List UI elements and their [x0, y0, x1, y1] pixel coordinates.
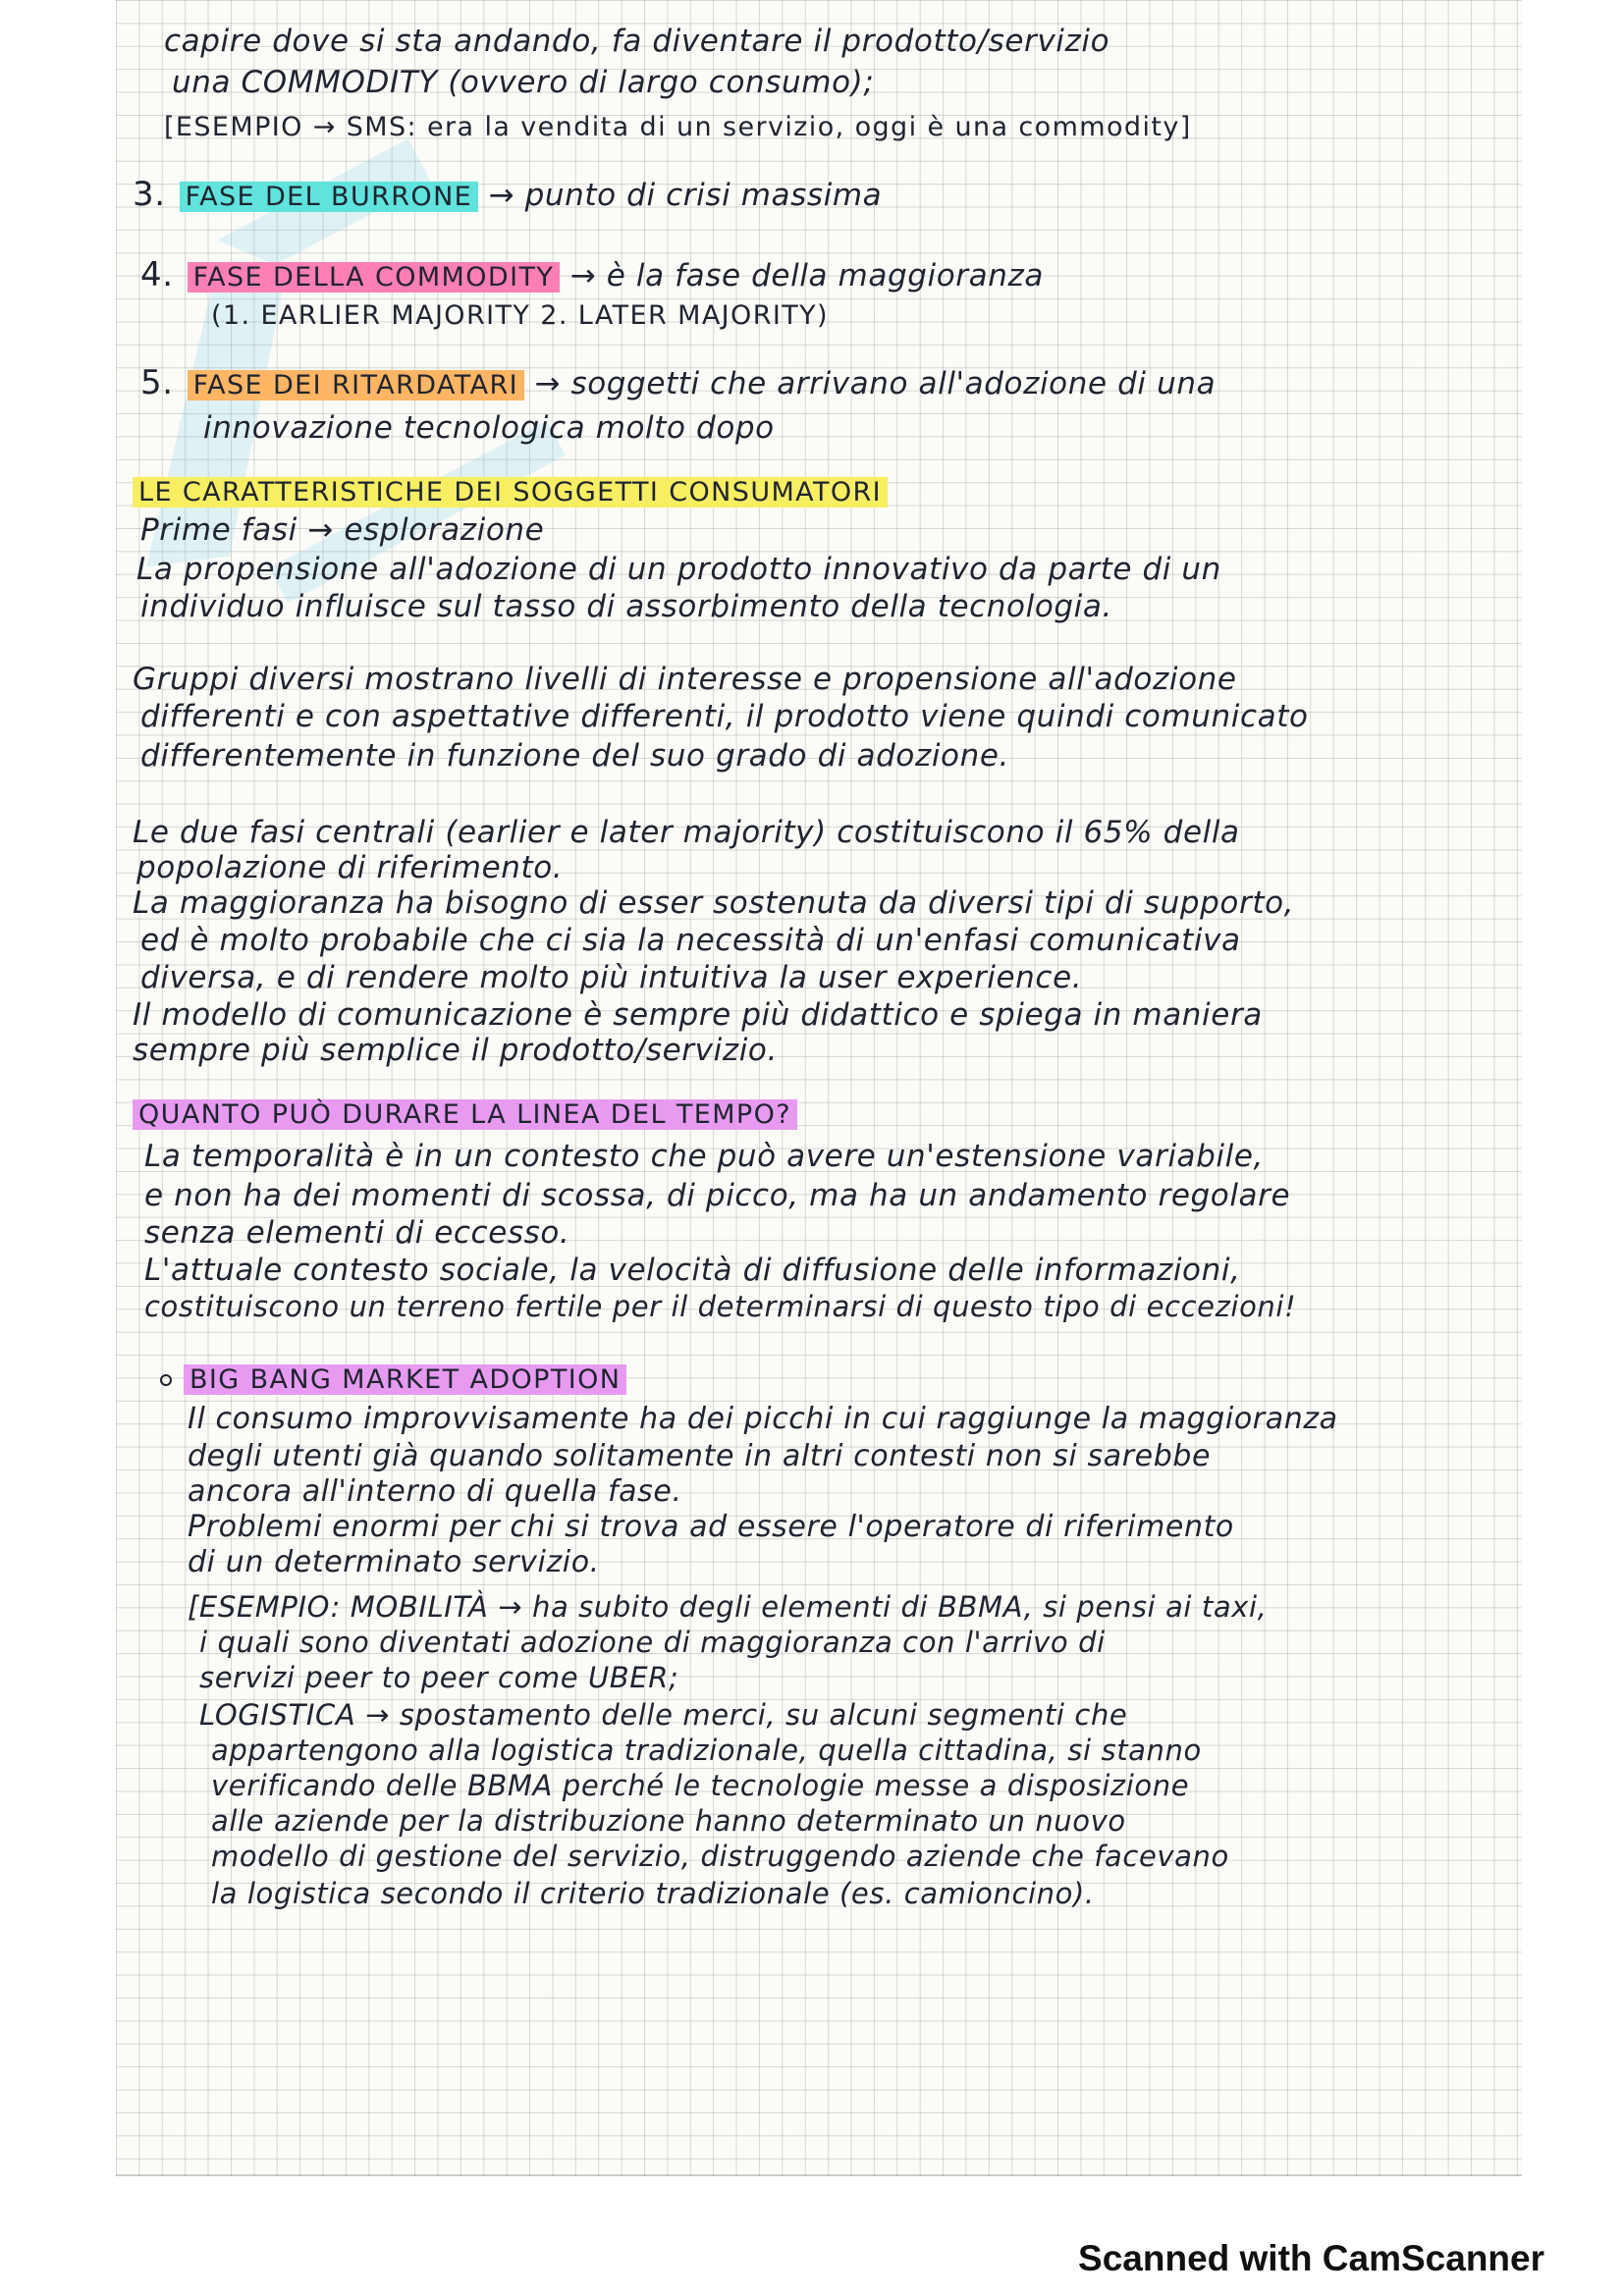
note-line: differenti e con aspettative differenti, il prodotto viene quindi comunicato — [140, 699, 1309, 734]
note-line: Il modello di comunicazione è sempre più didattico e spiega in maniera — [133, 997, 1263, 1033]
note-line: LOGISTICA → spostamento delle merci, su alcuni segmenti che — [199, 1698, 1128, 1732]
scanner-footer: Scanned with CamScanner — [1078, 2238, 1544, 2278]
section-description: → è la fase della maggioranza — [569, 258, 1044, 294]
note-line: e non ha dei momenti di scossa, di picco, ma ha un andamento regolare — [144, 1178, 1291, 1213]
section-description: → punto di crisi massima — [488, 178, 883, 213]
bullet-icon — [160, 1374, 172, 1386]
heading-consumer-characteristics: LE CARATTERISTICHE DEI SOGGETTI CONSUMATORI — [133, 477, 888, 507]
section-heading: FASE DEI RITARDATARI — [188, 370, 524, 400]
note-line: Il consumo improvvisamente ha dei picchi in cui raggiunge la maggioranza — [188, 1402, 1338, 1436]
note-line: La temporalità è in un contesto che può avere un'estensione variabile, — [144, 1139, 1264, 1174]
note-line: alle aziende per la distribuzione hanno determinato un nuovo — [211, 1804, 1126, 1838]
note-line: individuo influisce sul tasso di assorbimento della tecnologia. — [140, 589, 1112, 624]
note-line: [ESEMPIO → SMS: era la vendita di un servizio, oggi è una commodity] — [164, 112, 1192, 142]
note-line: La propensione all'adozione di un prodotto innovativo da parte di un — [136, 552, 1221, 587]
note-line: verificando delle BBMA perché le tecnologie messe a disposizione — [211, 1769, 1190, 1802]
bbma-heading-row — [160, 1361, 626, 1396]
note-line: capire dove si sta andando, fa diventare il prodotto/servizio — [164, 24, 1110, 59]
note-line: ancora all'interno di quella fase. — [188, 1474, 682, 1509]
note-line: servizi peer to peer come UBER; — [199, 1661, 679, 1694]
note-line: La maggioranza ha bisogno di esser sostenuta da diversi tipi di supporto, — [133, 885, 1295, 921]
note-line: una COMMODITY (ovvero di largo consumo); — [172, 65, 875, 100]
note-line: (1. EARLIER MAJORITY 2. LATER MAJORITY) — [211, 300, 829, 331]
note-line: Gruppi diversi mostrano livelli di interesse e propensione all'adozione — [133, 662, 1237, 697]
note-line: la logistica secondo il criterio tradizionale (es. camioncino). — [211, 1877, 1095, 1910]
section-3 — [133, 175, 882, 214]
heading-timeline-duration: QUANTO PUÒ DURARE LA LINEA DEL TEMPO? — [133, 1099, 797, 1130]
note-line: innovazione tecnologica molto dopo — [203, 410, 775, 446]
note-line: differentemente in funzione del suo grado di adozione. — [140, 738, 1009, 774]
section-number: 5. — [140, 363, 174, 402]
note-line: diversa, e di rendere molto più intuitiva la user experience. — [140, 960, 1083, 995]
note-line: di un determinato servizio. — [188, 1545, 600, 1579]
section-5 — [140, 363, 1216, 402]
note-line: senza elementi di eccesso. — [144, 1215, 570, 1251]
note-line: ed è molto probabile che ci sia la necessità di un'enfasi comunicativa — [140, 923, 1241, 958]
note-line: degli utenti già quando solitamente in altri contesti non si sarebbe — [188, 1439, 1212, 1473]
note-line: modello di gestione del servizio, distruggendo aziende che facevano — [211, 1840, 1229, 1873]
section-number: 4. — [140, 255, 174, 294]
section-4 — [140, 255, 1044, 294]
note-line: L'attuale contesto sociale, la velocità di diffusione delle informazioni, — [144, 1253, 1241, 1288]
section-heading: FASE DEL BURRONE — [180, 182, 479, 212]
note-line: Prime fasi → esplorazione — [140, 512, 545, 548]
section-number: 3. — [133, 175, 166, 214]
note-line: Le due fasi centrali (earlier e later majority) costituiscono il 65% della — [133, 815, 1240, 850]
note-line: appartengono alla logistica tradizionale, quella cittadina, si stanno — [211, 1734, 1202, 1767]
heading-big-bang-market-adoption: BIG BANG MARKET ADOPTION — [184, 1364, 626, 1395]
note-line: [ESEMPIO: MOBILITÀ → ha subito degli elementi di BBMA, si pensi ai taxi, — [188, 1590, 1268, 1624]
note-line: costituiscono un terreno fertile per il determinarsi di questo tipo di eccezioni! — [144, 1290, 1297, 1323]
note-line: popolazione di riferimento. — [136, 850, 564, 885]
section-heading: FASE DELLA COMMODITY — [188, 262, 561, 293]
note-line: sempre più semplice il prodotto/servizio. — [133, 1033, 778, 1068]
note-line: i quali sono diventati adozione di maggioranza con l'arrivo di — [199, 1626, 1106, 1659]
section-description: → soggetti che arrivano all'adozione di una — [534, 366, 1217, 401]
note-line: Problemi enormi per chi si trova ad essere l'operatore di riferimento — [188, 1510, 1234, 1544]
